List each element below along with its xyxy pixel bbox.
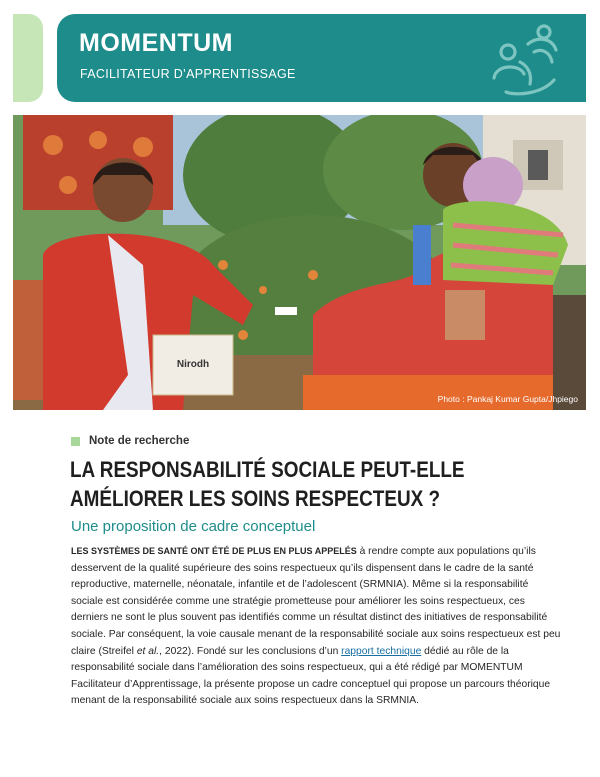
header-banner — [57, 14, 586, 102]
research-note-tag — [71, 435, 189, 447]
body-etal: et al. — [136, 645, 160, 657]
brand-name: MOMENTUM — [79, 29, 233, 57]
tag-square-icon — [71, 437, 80, 446]
body-part-2: , 2022). Fondé sur les conclusions d’un — [159, 645, 342, 657]
body-part-3: dédié au rôle de la responsabilité sociale dans l’amélioration des soins respectueux, qui a été rédigé par MOMENTUM Facilitateur d’Apprentissage, la présente propose un cadre conceptuel qui propose un parcours théorique menant de la responsabilité sociale aux soins respectueux dans la SRMNIA. — [71, 645, 551, 707]
page-title — [70, 455, 500, 513]
people-circle-icon — [486, 22, 564, 96]
box-label: Nirodh — [176, 359, 210, 370]
cover-photo-illustration — [13, 115, 586, 410]
title-line-2: AMÉLIORER LES SOINS RESPECTEUX ? — [70, 486, 441, 511]
body-lead: LES SYSTÈMES DE SANTÉ ONT ÉTÉ DE PLUS EN PLUS APPELÉS — [71, 546, 357, 556]
body-part-1: à rendre compte aux populations qu’ils desservent de la qualité supérieure des soins respectueux qu’ils dispensent dans le cadre de la santé reproductive, maternelle, néonatale, infantile et de l’adolescent (SRMNIA). Même si la responsabilité sociale est considérée comme une stratégie prometteuse pour améliorer les soins respectueux, ces derniers ne sont le plus souvent pas identifiés comme un résultat distinct des initiatives de responsabilité sociale. Par conséquent, la voie causale menant de la responsabilité sociale aux soins respectueux est peu claire (Streifel — [71, 546, 561, 657]
page-subtitle: Une proposition de cadre conceptuel — [71, 518, 316, 535]
body-paragraph — [71, 543, 561, 710]
photo-credit: Photo : Pankaj Kumar Gupta/Jhpiego — [437, 394, 578, 404]
header-accent-bar — [13, 14, 43, 102]
tag-label: Note de recherche — [89, 435, 190, 447]
brand-subtitle: FACILITATEUR D’APPRENTISSAGE — [80, 67, 296, 81]
cover-photo — [13, 115, 586, 410]
title-line-1: LA RESPONSABILITÉ SOCIALE PEUT-ELLE — [70, 457, 465, 482]
technical-report-link[interactable]: rapport technique — [341, 645, 422, 657]
